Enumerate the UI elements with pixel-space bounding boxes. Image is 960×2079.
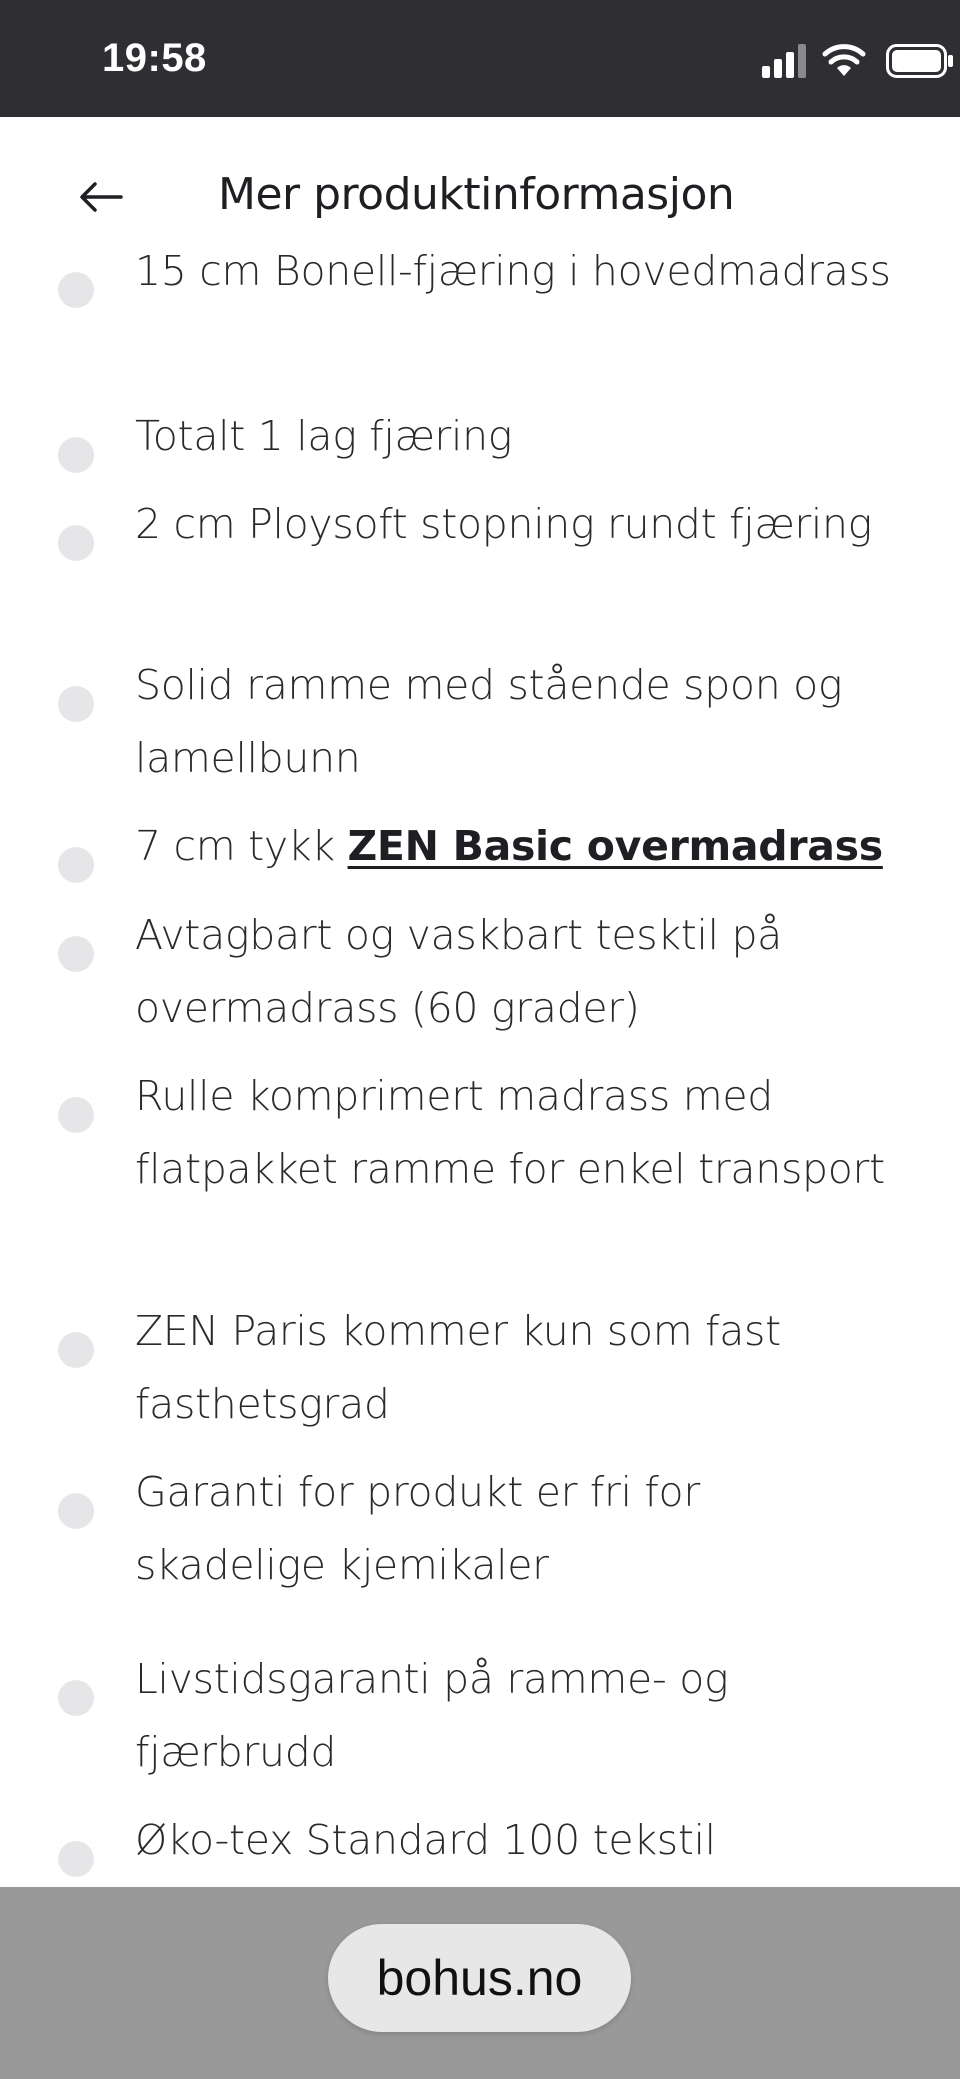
list-item-text: Totalt 1 lag fjæring xyxy=(135,412,513,460)
bullet-icon xyxy=(58,525,94,561)
bullet-icon xyxy=(58,1680,94,1716)
list-item-text xyxy=(135,810,895,883)
list-item-text: Solid ramme med stående spon og lamellbunn xyxy=(135,661,843,782)
bullet-icon xyxy=(58,437,94,473)
signal-icon xyxy=(762,44,810,78)
list-item-text: 2 cm Ploysoft stopning rundt fjæring xyxy=(135,500,872,548)
bullet-icon xyxy=(58,686,94,722)
back-button[interactable] xyxy=(66,167,136,227)
url-address-bar[interactable]: bohus.no xyxy=(328,1924,631,2032)
bullet-icon xyxy=(58,1841,94,1877)
list-item-text: Livstidsgaranti på ramme- og fjærbrudd xyxy=(135,1655,729,1776)
bullet-icon xyxy=(58,936,94,972)
list-item-text: 15 cm Bonell-fjæring i hovedmadrass xyxy=(135,247,891,295)
feature-list-container[interactable] xyxy=(0,247,960,1887)
list-item-text: ZEN Paris kommer kun som fast fasthetsgrad xyxy=(135,1307,781,1428)
status-time: 19:58 xyxy=(102,36,207,80)
list-item-text: Rulle komprimert madrass med flatpakket ramme for enkel transport xyxy=(135,1072,885,1193)
bullet-icon xyxy=(58,272,94,308)
list-item-text: Garanti for produkt er fri for skadelige kjemikaler xyxy=(135,1468,700,1589)
page-title: Mer produktinformasjon xyxy=(218,169,735,220)
list-item-prefix: 7 cm tykk xyxy=(135,822,348,870)
battery-icon xyxy=(886,44,954,78)
bullet-icon xyxy=(58,1097,94,1133)
bullet-icon xyxy=(58,1493,94,1529)
arrow-left-icon xyxy=(79,181,123,213)
list-item-text: Avtagbart og vaskbart tesktil på overmadrass (60 grader) xyxy=(135,911,783,1032)
wifi-icon xyxy=(822,44,866,78)
bullet-icon xyxy=(58,1332,94,1368)
list-item-text: Øko-tex Standard 100 tekstil xyxy=(135,1816,716,1864)
browser-bottom-bar xyxy=(0,1887,960,2079)
bullet-icon xyxy=(58,847,94,883)
status-bar xyxy=(0,0,960,117)
zen-basic-overmadrass-link[interactable]: ZEN Basic overmadrass xyxy=(347,822,883,870)
